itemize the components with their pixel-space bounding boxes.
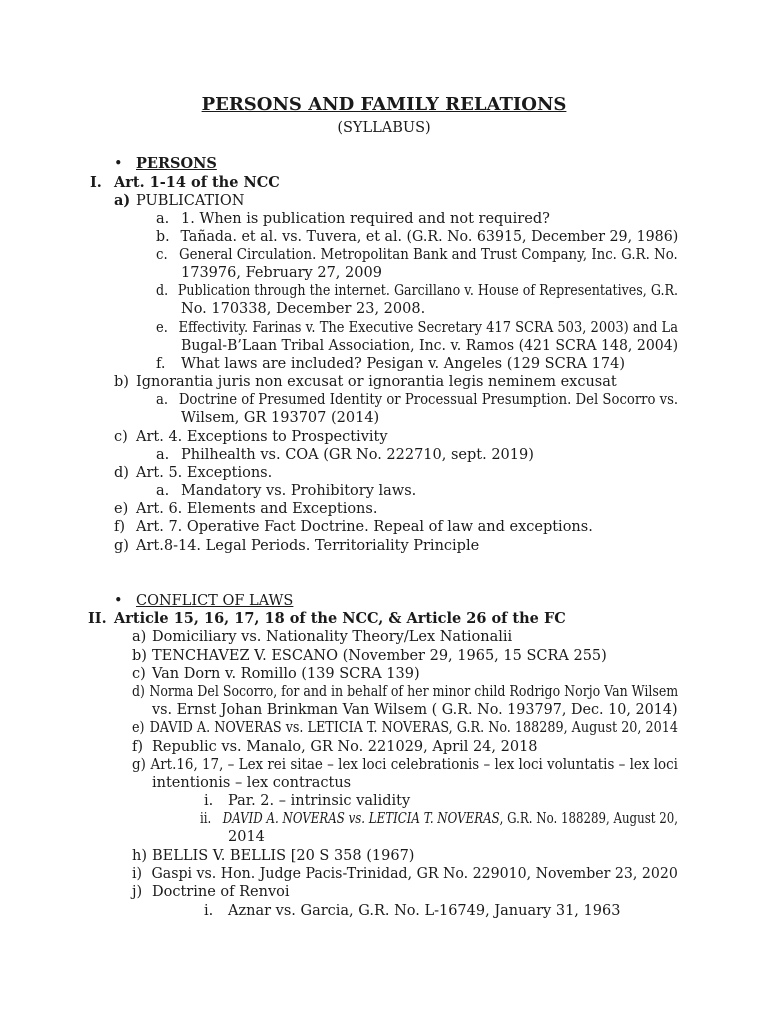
list-item-continuation: Bugal-B’Laan Tribal Association, Inc. v. Ramos (421 SCRA 148, 2004) xyxy=(181,338,679,354)
list-item-text: DAVID A. NOVERAS vs. LETICIA T. NOVERAS, G.R. No. 188289, August 20, 2014 xyxy=(149,720,678,736)
list-marker: g) xyxy=(132,757,146,773)
section-heading-text: PERSONS xyxy=(136,155,217,172)
list-item-text: 1. When is publication required and not required? xyxy=(181,211,550,227)
list-item-text: Effectivity. Farinas v. The Executive Secretary 417 SCRA 503, 2003) and La xyxy=(178,320,678,336)
list-marker: e) xyxy=(132,720,145,736)
roman-numeral: II. xyxy=(88,610,107,627)
bullet-icon: • xyxy=(114,593,123,609)
list-marker: b) xyxy=(132,648,147,664)
list-item xyxy=(156,391,678,409)
list-item-text: Doctrine of Renvoi xyxy=(152,884,290,900)
list-item xyxy=(132,719,678,737)
list-item-text: General Circulation. Metropolitan Bank and Trust Company, Inc. G.R. No. xyxy=(178,247,678,263)
list-marker: a) xyxy=(114,192,131,209)
list-marker: a) xyxy=(132,629,147,645)
list-marker: ii. xyxy=(200,811,212,827)
list-item xyxy=(132,738,538,756)
list-item xyxy=(114,373,617,391)
list-item-text: Art. 4. Exceptions to Prospectivity xyxy=(136,429,388,445)
list-item xyxy=(114,464,272,482)
list-item xyxy=(156,282,678,300)
list-item-text: Norma Del Socorro, for and in behalf of her minor child Rodrigo Norjo Van Wilsem xyxy=(149,684,679,700)
list-item-continuation: 2014 xyxy=(228,829,265,845)
list-item-continuation: No. 170338, December 23, 2008. xyxy=(181,301,426,317)
list-item-text: , G.R. No. 188289, August 20, xyxy=(499,811,678,827)
roman-heading xyxy=(88,610,566,628)
list-item-continuation: intentionis – lex contractus xyxy=(152,775,352,791)
list-item xyxy=(132,756,678,774)
list-item-text: Ignorantia juris non excusat or ignorantia legis neminem excusat xyxy=(136,374,617,390)
roman-title: Art. 1-14 of the NCC xyxy=(114,174,280,191)
list-item xyxy=(156,228,678,246)
list-item-text: Van Dorn v. Romillo (139 SCRA 139) xyxy=(152,666,420,682)
bullet-icon: • xyxy=(114,156,123,172)
roman-title: Article 15, 16, 17, 18 of the NCC, & Article 26 of the FC xyxy=(114,610,566,627)
roman-numeral: I. xyxy=(90,174,102,191)
list-item-text: TENCHAVEZ V. ESCANO (November 29, 1965, 15 SCRA 255) xyxy=(152,648,607,664)
list-marker: b) xyxy=(114,374,129,390)
list-marker: d) xyxy=(132,684,145,700)
list-item-text: What laws are included? Pesigan v. Angeles (129 SCRA 174) xyxy=(181,356,626,372)
list-item-text: Tañada. et al. vs. Tuvera, et al. (G.R. No. 63915, December 29, 1986) xyxy=(180,229,679,245)
roman-heading xyxy=(90,174,280,192)
list-marker: a. xyxy=(156,483,170,499)
list-item-text: Gaspi vs. Hon. Judge Pacis-Trinidad, GR No. 229010, November 23, 2020 xyxy=(151,866,678,882)
list-marker: i. xyxy=(204,903,214,919)
list-item xyxy=(132,683,678,701)
list-marker: f) xyxy=(114,519,126,535)
list-marker: e) xyxy=(114,501,129,517)
list-item xyxy=(200,810,678,828)
list-item xyxy=(156,246,678,264)
list-item xyxy=(132,628,512,646)
list-item-text: Philhealth vs. COA (GR No. 222710, sept. 2019) xyxy=(181,447,534,463)
list-marker: c) xyxy=(114,429,128,445)
list-item xyxy=(132,665,420,683)
list-marker: g) xyxy=(114,538,129,554)
list-marker: j) xyxy=(132,884,143,900)
list-item xyxy=(132,647,607,665)
list-item xyxy=(132,883,290,901)
list-item-continuation: 173976, February 27, 2009 xyxy=(181,265,382,281)
list-item xyxy=(156,210,550,228)
list-item-text: Art.8-14. Legal Periods. Territoriality Principle xyxy=(136,538,480,554)
list-item-text: Aznar vs. Garcia, G.R. No. L-16749, January 31, 1963 xyxy=(228,903,621,919)
list-marker: c) xyxy=(132,666,146,682)
list-marker: a. xyxy=(156,211,170,227)
list-item-text: Art. 7. Operative Fact Doctrine. Repeal of law and exceptions. xyxy=(136,519,593,535)
list-item-text: PUBLICATION xyxy=(136,193,245,209)
list-item xyxy=(156,482,416,500)
list-marker: i) xyxy=(132,866,143,882)
section-heading-persons xyxy=(114,155,217,173)
list-item-text: Domiciliary vs. Nationality Theory/Lex Nationalii xyxy=(152,629,513,645)
list-item-continuation: Wilsem, GR 193707 (2014) xyxy=(181,410,380,426)
list-item-text: Mandatory vs. Prohibitory laws. xyxy=(181,483,417,499)
list-marker: h) xyxy=(132,848,147,864)
list-item xyxy=(204,792,410,810)
list-item-text: Art. 6. Elements and Exceptions. xyxy=(136,501,378,517)
list-item-text: Art. 5. Exceptions. xyxy=(136,465,273,481)
list-item xyxy=(114,500,377,518)
list-marker: d. xyxy=(156,283,169,299)
list-marker: d) xyxy=(114,465,129,481)
list-item xyxy=(132,847,414,865)
document-title: PERSONS AND FAMILY RELATIONS xyxy=(201,94,567,115)
list-item xyxy=(156,446,534,464)
list-item-text: Publication through the internet. Garcillano v. House of Representatives, G.R. xyxy=(177,283,679,299)
list-item-italic-text: DAVID A. NOVERAS vs. LETICIA T. NOVERAS xyxy=(222,811,500,827)
list-marker: a. xyxy=(156,447,170,463)
list-marker: e. xyxy=(156,320,168,336)
section-heading-conflict-of-laws xyxy=(114,592,293,610)
section-heading-text: CONFLICT OF LAWS xyxy=(136,593,294,609)
list-item xyxy=(114,192,244,210)
list-item-text: Art.16, 17, – Lex rei sitae – lex loci celebrationis – lex loci voluntatis – lex loci xyxy=(150,757,678,773)
list-marker: c. xyxy=(156,247,168,263)
list-item xyxy=(156,319,678,337)
list-item xyxy=(132,865,678,883)
document-subtitle: (SYLLABUS) xyxy=(337,120,431,136)
list-item-text: Par. 2. – intrinsic validity xyxy=(228,793,411,809)
list-marker: f. xyxy=(156,356,166,372)
list-item xyxy=(114,537,479,555)
list-item xyxy=(114,428,388,446)
list-item-text: Republic vs. Manalo, GR No. 221029, April 24, 2018 xyxy=(152,739,538,755)
list-marker: b. xyxy=(156,229,170,245)
list-marker: a. xyxy=(156,392,169,408)
list-item xyxy=(114,518,593,536)
list-item-continuation: vs. Ernst Johan Brinkman Van Wilsem ( G.R. No. 193797, Dec. 10, 2014) xyxy=(152,702,678,718)
list-item-text: BELLIS V. BELLIS [20 S 358 (1967) xyxy=(152,848,415,864)
list-marker: i. xyxy=(204,793,214,809)
list-item-text: Doctrine of Presumed Identity or Processual Presumption. Del Socorro vs. xyxy=(178,392,679,408)
list-item xyxy=(156,355,625,373)
list-item xyxy=(204,902,620,920)
list-marker: f) xyxy=(132,739,144,755)
